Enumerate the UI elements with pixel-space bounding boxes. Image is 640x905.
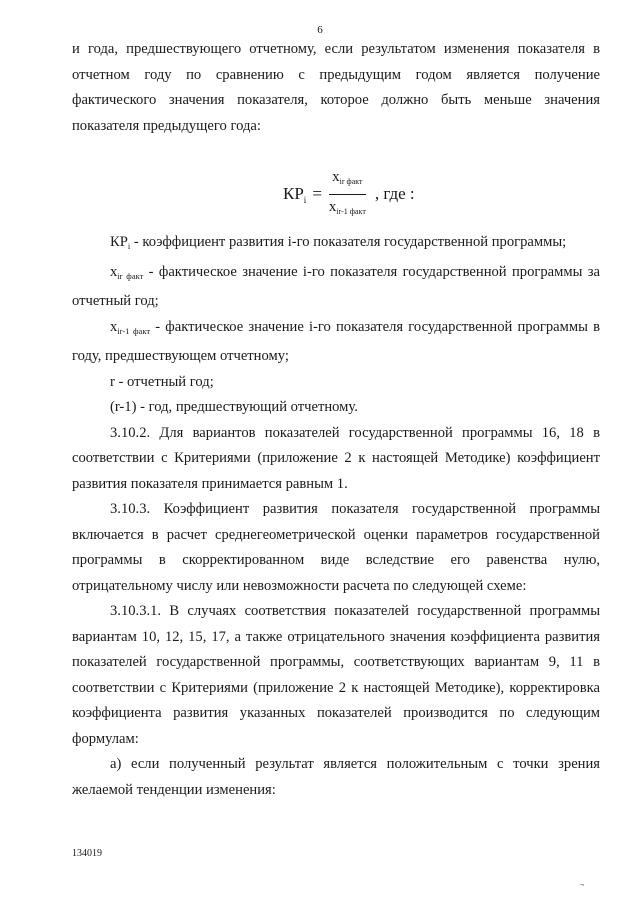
definition-item <box>72 260 600 315</box>
definition-symbol: x <box>110 263 118 280</box>
definition-item <box>72 370 600 396</box>
definition-symbol-sub: i <box>127 241 131 251</box>
formula-fraction <box>326 167 369 222</box>
formula-numerator <box>329 167 365 195</box>
definition-symbol: x <box>110 318 118 335</box>
formula-den-sub: ir-1 факт <box>336 206 366 216</box>
definition-text: (r-1) - год, предшествующий отчетному. <box>110 399 358 415</box>
development-coefficient-formula <box>283 168 415 220</box>
definition-symbol-sub: ir-1 факт <box>117 325 151 336</box>
formula-tail: , где : <box>374 184 415 203</box>
clause-item-a: а) если полученный результат является положительным с точки зрения желаемой тенденции изменения: <box>72 756 600 798</box>
definition-item <box>72 315 600 370</box>
definition-item <box>72 230 600 260</box>
intro-text: и года, предшествующего отчетному, если результатом изменения показателя в отчетном году по сравнению с предыдущим годом является получение фактического значения показателя, которое должно быть меньше значения показателя предыдущего года: <box>72 41 600 134</box>
formula-denominator <box>326 195 369 222</box>
clause-3-10-2: 3.10.2. Для вариантов показателей государственной программы 16, 18 в соответствии с Критериями (приложение 2 к настоящей Методике) коэффициент развития показателя принимается равным 1. <box>72 424 600 492</box>
formula-num-sub: ir факт <box>339 176 363 186</box>
definition-item <box>72 395 600 421</box>
definition-symbol-sub: ir факт <box>117 270 144 281</box>
definitions-and-clauses <box>72 230 600 803</box>
formula-equals: = <box>312 184 322 203</box>
definition-text: - коэффициент развития i-го показателя государственной программы; <box>130 234 567 250</box>
document-code: 134019 <box>72 848 102 859</box>
scan-mark: ., <box>580 878 584 887</box>
intro-paragraph <box>72 37 600 139</box>
formula-lhs-sub: i <box>303 194 307 205</box>
definition-text: - фактическое значение i-го показателя государственной программы в году, предшествующем отчетному; <box>72 318 600 364</box>
clause-3-10-3: 3.10.3. Коэффициент развития показателя государственной программы включается в расчет среднегеометрической оценки параметров государственной программы в скорректированном виде вследствие его равенства нулю, отрицательному числу или невозможности расчета по следующей схеме: <box>72 501 600 594</box>
formula-lhs <box>283 184 306 205</box>
formula-lhs-symbol: КР <box>283 183 304 203</box>
page-number: 6 <box>317 24 323 36</box>
definition-text: - фактическое значение i-го показателя государственной программы за отчетный год; <box>72 263 600 309</box>
definition-text: r - отчетный год; <box>110 373 214 390</box>
formula-num-var: x <box>332 168 340 185</box>
clause-3-10-3-1: 3.10.3.1. В случаях соответствия показателей государственной программы вариантам 10, 12, 15, 17, а также отрицательного значения коэффициента развития показателей государственной программы, соответствующих вариантам 9, 11 в соответствии с Критериями (приложение 2 к настоящей Методике), корректировка коэффициента развития указанных показателей производится по следующим формулам: <box>72 603 600 747</box>
formula-den-var: x <box>328 198 337 215</box>
definition-symbol: КР <box>110 234 128 250</box>
